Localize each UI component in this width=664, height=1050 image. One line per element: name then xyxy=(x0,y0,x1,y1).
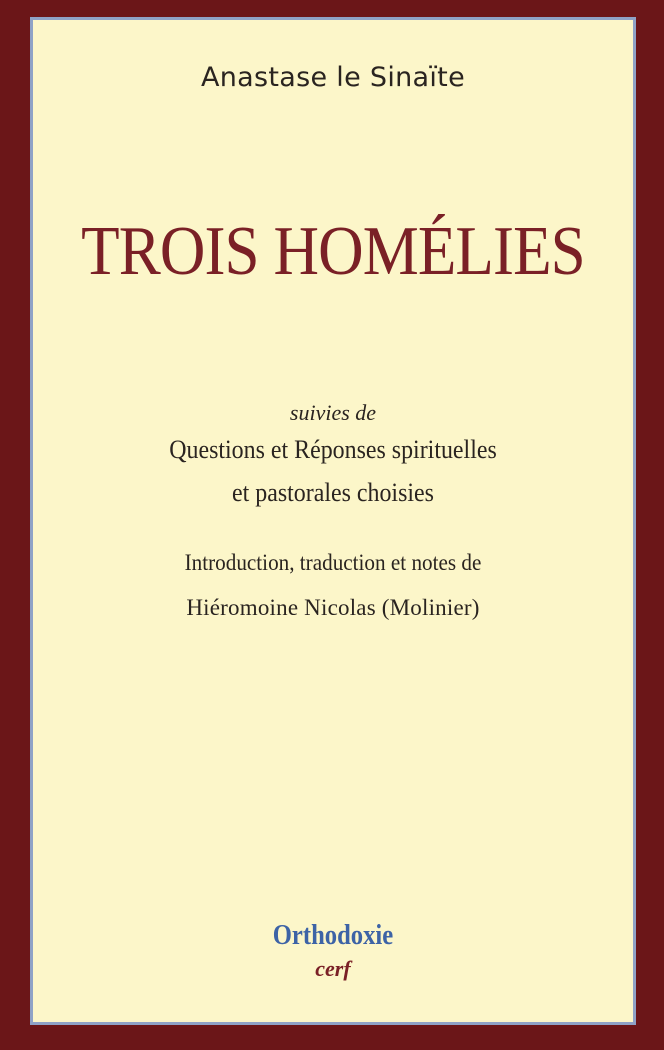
publisher-name: cerf xyxy=(315,956,351,981)
intro-credit-line: Introduction, traduction et notes de xyxy=(184,550,482,575)
subtitle-line-2: et pastorales choisies xyxy=(232,478,434,507)
cover-panel xyxy=(30,17,636,1025)
suivies-de-label: suivies de xyxy=(289,400,377,425)
author-name: Anastase le Sinaïte xyxy=(201,62,465,93)
subtitle-line-1: Questions et Réponses spirituelles xyxy=(169,435,497,464)
collection-name: Orthodoxie xyxy=(272,920,394,951)
translator-name: Hiéromoine Nicolas (Molinier) xyxy=(186,595,480,620)
book-title: TROIS HOMÉLIES xyxy=(81,213,585,290)
